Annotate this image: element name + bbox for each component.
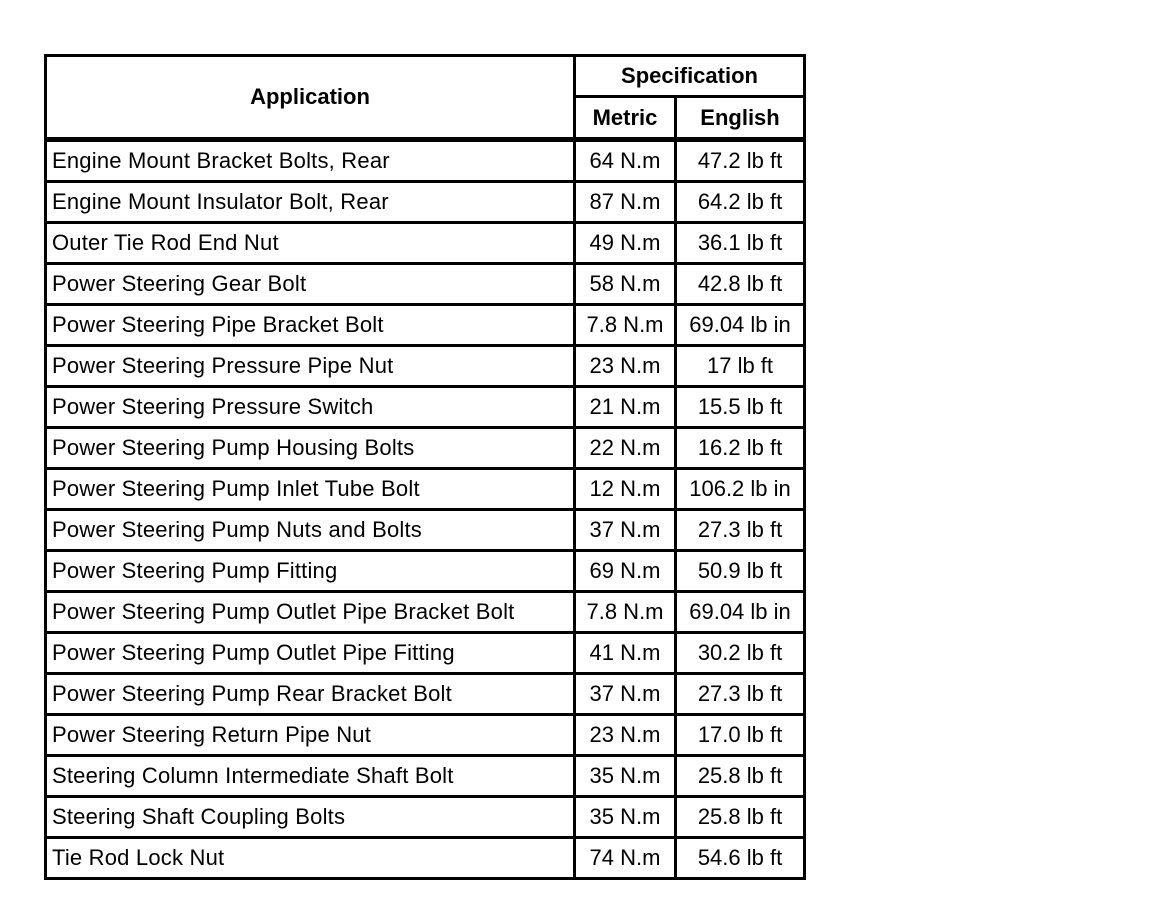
english-cell: 47.2 lb ft [676,140,805,182]
table-row [46,469,805,510]
english-cell: 17 lb ft [676,346,805,387]
application-cell: Power Steering Pressure Pipe Nut [46,346,575,387]
english-cell: 15.5 lb ft [676,387,805,428]
application-cell: Power Steering Gear Bolt [46,264,575,305]
application-cell: Power Steering Pump Inlet Tube Bolt [46,469,575,510]
application-cell: Outer Tie Rod End Nut [46,223,575,264]
application-cell: Power Steering Pump Nuts and Bolts [46,510,575,551]
table-row [46,551,805,592]
table-row [46,510,805,551]
english-cell: 30.2 lb ft [676,633,805,674]
spec-table-body [46,140,805,879]
metric-cell: 35 N.m [575,756,676,797]
english-cell: 64.2 lb ft [676,182,805,223]
metric-cell: 12 N.m [575,469,676,510]
english-cell: 69.04 lb in [676,592,805,633]
fastener-spec-table [44,54,806,880]
english-cell: 17.0 lb ft [676,715,805,756]
application-cell: Engine Mount Insulator Bolt, Rear [46,182,575,223]
table-row [46,633,805,674]
table-row [46,182,805,223]
application-cell: Steering Column Intermediate Shaft Bolt [46,756,575,797]
english-cell: 25.8 lb ft [676,756,805,797]
english-cell: 69.04 lb in [676,305,805,346]
application-cell: Power Steering Pump Outlet Pipe Bracket Bolt [46,592,575,633]
metric-cell: 69 N.m [575,551,676,592]
table-row [46,715,805,756]
table-row [46,838,805,879]
table-row [46,797,805,838]
english-cell: 25.8 lb ft [676,797,805,838]
metric-cell: 23 N.m [575,715,676,756]
application-cell: Tie Rod Lock Nut [46,838,575,879]
english-cell: 27.3 lb ft [676,510,805,551]
english-header: English [676,97,805,140]
table-row [46,674,805,715]
table-row [46,140,805,182]
metric-cell: 35 N.m [575,797,676,838]
metric-cell: 58 N.m [575,264,676,305]
english-cell: 27.3 lb ft [676,674,805,715]
table-row [46,223,805,264]
english-cell: 50.9 lb ft [676,551,805,592]
metric-cell: 49 N.m [575,223,676,264]
metric-cell: 74 N.m [575,838,676,879]
table-row [46,428,805,469]
metric-header: Metric [575,97,676,140]
application-cell: Power Steering Pump Outlet Pipe Fitting [46,633,575,674]
metric-cell: 87 N.m [575,182,676,223]
table-row [46,305,805,346]
application-header: Application [46,56,575,140]
metric-cell: 37 N.m [575,674,676,715]
application-cell: Power Steering Pump Rear Bracket Bolt [46,674,575,715]
english-cell: 36.1 lb ft [676,223,805,264]
table-row [46,756,805,797]
application-cell: Power Steering Pump Fitting [46,551,575,592]
metric-cell: 37 N.m [575,510,676,551]
english-cell: 16.2 lb ft [676,428,805,469]
specification-header: Specification [575,56,805,97]
metric-cell: 7.8 N.m [575,592,676,633]
application-cell: Engine Mount Bracket Bolts, Rear [46,140,575,182]
metric-cell: 7.8 N.m [575,305,676,346]
metric-cell: 23 N.m [575,346,676,387]
application-cell: Power Steering Pump Housing Bolts [46,428,575,469]
metric-cell: 21 N.m [575,387,676,428]
english-cell: 54.6 lb ft [676,838,805,879]
english-cell: 106.2 lb in [676,469,805,510]
table-row [46,592,805,633]
table-row [46,387,805,428]
metric-cell: 41 N.m [575,633,676,674]
metric-cell: 64 N.m [575,140,676,182]
application-cell: Power Steering Return Pipe Nut [46,715,575,756]
table-row [46,346,805,387]
application-cell: Power Steering Pipe Bracket Bolt [46,305,575,346]
application-cell: Steering Shaft Coupling Bolts [46,797,575,838]
metric-cell: 22 N.m [575,428,676,469]
table-row [46,264,805,305]
application-cell: Power Steering Pressure Switch [46,387,575,428]
english-cell: 42.8 lb ft [676,264,805,305]
